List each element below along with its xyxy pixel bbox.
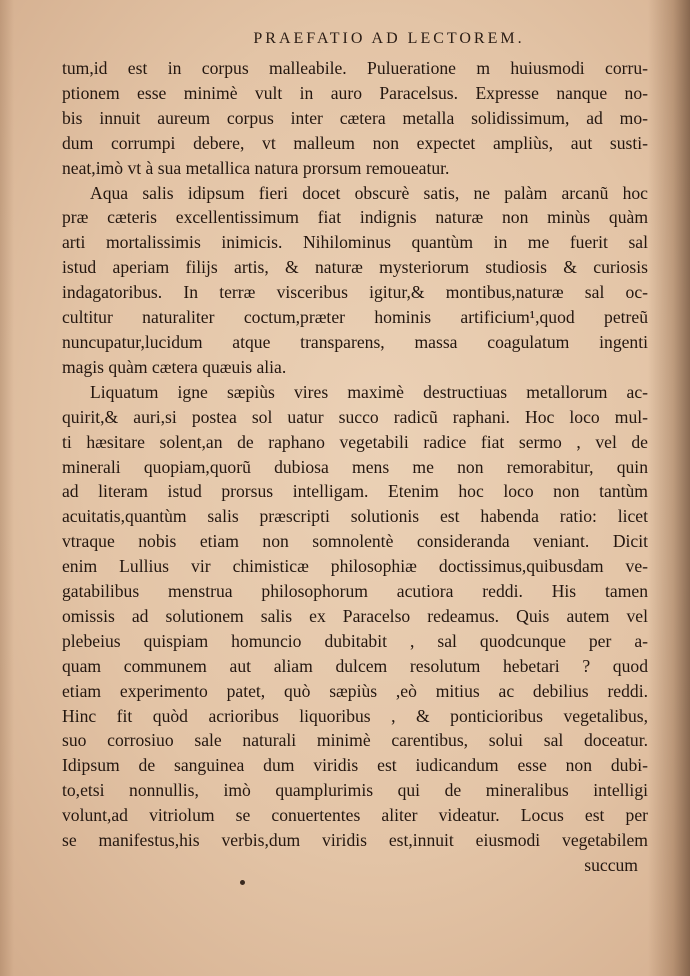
page-right-shadow [648, 0, 690, 976]
text-line: suo corrosiuo sale naturali minimè carentibus, solui sal doceatur. [62, 730, 648, 751]
text-line: minerali quopiam,quorũ dubiosa mens me non remorabitur, quin [62, 456, 648, 477]
text-line: vtraque nobis etiam non somnolentè consideranda veniant. Dicit [62, 531, 648, 552]
text-line: istud aperiam filijs artis, & naturæ mysteriorum studiosis & curiosis [62, 257, 648, 278]
text-line: enim Lullius vir chimisticæ philosophiæ doctissimus,quibusdam ve- [62, 556, 648, 577]
text-line: arti mortalissimis inimicis. Nihilominus quantùm in me fuerit sal [62, 232, 648, 253]
text-line: Idipsum de sanguinea dum viridis est iudicandum esse non dubi- [62, 755, 648, 776]
page-left-shadow [0, 0, 14, 976]
text-line: plebeius quispiam homuncio dubitabit , sal quodcunque per a- [62, 630, 648, 651]
body-text [62, 56, 648, 878]
text-line: quirit,& auri,si postea sol uatur succo radicũ raphani. Hoc loco mul- [62, 406, 648, 427]
text-line: se manifestus,his verbis,dum viridis est,innuit eiusmodi vegetabilem [62, 830, 648, 851]
text-line: omissis ad solutionem salis ex Paracelso redeamus. Quis autem vel [62, 605, 648, 626]
text-line: quam communem aut aliam dulcem resolutum hebetari ? quod [62, 655, 648, 676]
text-line: ti hæsitare solent,an de raphano vegetabili radice fiat sermo , vel de [62, 431, 648, 452]
text-line: to,etsi nonnullis, imò quamplurimis qui de mineralibus intelligi [62, 780, 648, 801]
text-line: tum,id est in corpus malleabile. Pulueratione m huiusmodi corru- [62, 58, 648, 78]
text-line: magis quàm cætera quæuis alia. [62, 356, 287, 377]
text-line: Aqua salis idipsum fieri docet obscurè satis, ne palàm arcanũ hoc [90, 182, 648, 203]
text-line: dum corrumpi debere, vt malleum non expectet ampliùs, aut susti- [62, 132, 648, 153]
ink-spot [240, 880, 245, 885]
text-line: gatabilibus menstrua philosophorum acutiora reddi. His tamen [62, 581, 648, 602]
text-line: ad literam istud prorsus intelligam. Etenim hoc loco non tantùm [62, 481, 648, 502]
text-line: præ cæteris excellentissimum fiat indignis naturæ non minùs quàm [62, 207, 648, 228]
text-line: indagatoribus. In terræ visceribus igitur,& montibus,naturæ sal oc- [62, 282, 648, 303]
running-header [0, 30, 690, 48]
text-line: etiam experimento patet, quò sæpiùs ,eò mitius ac debilius reddi. [62, 680, 648, 701]
text-line: Liquatum igne sæpiùs vires maximè destructiuas metallorum ac- [90, 381, 648, 402]
catchword: succum [584, 855, 638, 875]
text-line: nuncupatur,lucidum atque transparens, massa coagulatum ingenti [62, 331, 648, 352]
running-header-text: PRAEFATIO AD LECTOREM. [253, 30, 525, 47]
text-line: neat,imò vt à sua metallica natura prorsum remoueatur. [62, 157, 450, 178]
text-line: cultitur naturaliter coctum,præter hominis artificium¹,quod petreũ [62, 307, 648, 328]
text-line: Hinc fit quòd acrioribus liquoribus , & ponticioribus vegetalibus, [62, 705, 648, 726]
text-line: acuitatis,quantùm salis præscripti solutionis est habenda ratio: licet [62, 506, 648, 527]
text-line: ptionem esse minimè vult in auro Paracelsus. Expresse nanque no- [62, 82, 648, 103]
text-line: volunt,ad vitriolum se conuertentes aliter videatur. Locus est per [62, 805, 648, 826]
text-line: bis innuit aureum corpus inter cætera metalla solidissimum, ad mo- [62, 107, 648, 128]
